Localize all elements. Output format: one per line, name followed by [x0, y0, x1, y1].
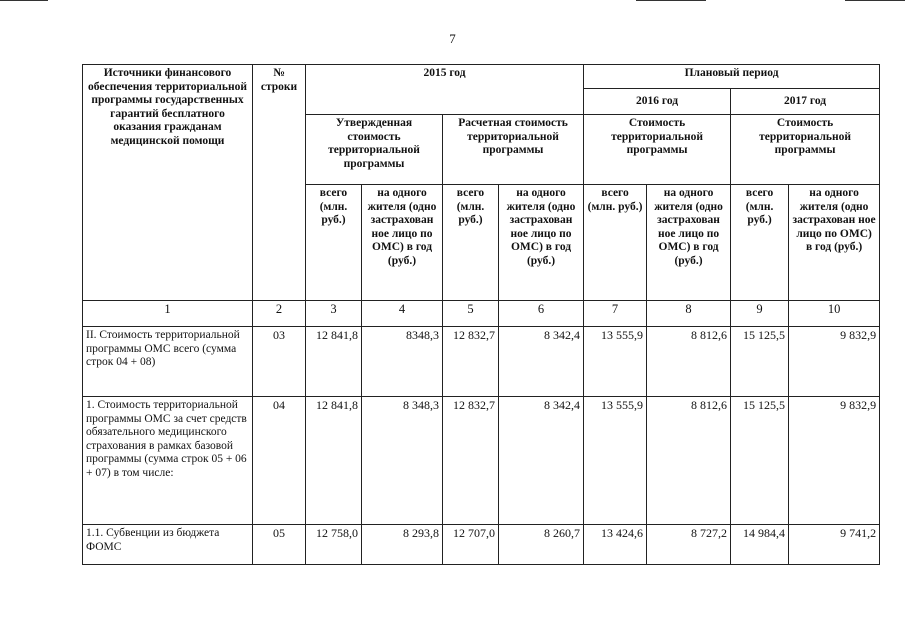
value-cell: 12 841,8	[306, 397, 362, 525]
value-cell: 9 832,9	[789, 397, 880, 525]
value-cell: 8 260,7	[499, 525, 584, 565]
row-label: 1. Стоимость территориальной программы ОМС за счет средств обязательного медицинского страхования в рамках базовой программы (сумма строк 05 + 06 + 07) в том числе:	[83, 397, 253, 525]
value-cell: 12 832,7	[443, 327, 499, 397]
header-total: всего (млн. руб.)	[584, 185, 647, 301]
column-index-cell: 2	[253, 301, 306, 327]
column-index-cell: 9	[731, 301, 789, 327]
column-index-cell: 6	[499, 301, 584, 327]
column-index-cell: 10	[789, 301, 880, 327]
column-index-cell: 7	[584, 301, 647, 327]
header-approved-cost: Утвержденная стоимость территориальной программы	[306, 115, 443, 185]
header-total: всего (млн. руб.)	[731, 185, 789, 301]
table-row	[83, 525, 880, 565]
value-cell: 8 342,4	[499, 397, 584, 525]
header-year-2016: 2016 год	[584, 89, 731, 115]
value-cell: 12 707,0	[443, 525, 499, 565]
value-cell: 14 984,4	[731, 525, 789, 565]
value-cell: 15 125,5	[731, 397, 789, 525]
row-code: 03	[253, 327, 306, 397]
value-cell: 13 555,9	[584, 397, 647, 525]
value-cell: 9 741,2	[789, 525, 880, 565]
header-row-no: № строки	[253, 65, 306, 301]
column-index-cell: 4	[362, 301, 443, 327]
header-total: всего (млн. руб.)	[443, 185, 499, 301]
header-per-resident: на одного жителя (одно застрахован ное лицо по ОМС) в год (руб.)	[362, 185, 443, 301]
header-total: всего (млн. руб.)	[306, 185, 362, 301]
value-cell: 15 125,5	[731, 327, 789, 397]
scan-edge-line-left	[0, 0, 48, 1]
row-code: 05	[253, 525, 306, 565]
row-code: 04	[253, 397, 306, 525]
table-row	[83, 397, 880, 525]
value-cell: 8 727,2	[647, 525, 731, 565]
value-cell: 8 812,6	[647, 397, 731, 525]
value-cell: 13 555,9	[584, 327, 647, 397]
value-cell: 8348,3	[362, 327, 443, 397]
header-plan-period: Плановый период	[584, 65, 880, 89]
value-cell: 8 812,6	[647, 327, 731, 397]
value-cell: 8 348,3	[362, 397, 443, 525]
scan-edge-line-right	[636, 0, 706, 1]
header-cost-2017: Стоимость территориальной программы	[731, 115, 880, 185]
row-label: 1.1. Субвенции из бюджета ФОМС	[83, 525, 253, 565]
column-index-cell: 1	[83, 301, 253, 327]
column-index-cell: 8	[647, 301, 731, 327]
header-per-resident: на одного жителя (одно застрахован ное лицо по ОМС) в год (руб.)	[789, 185, 880, 301]
header-per-resident: на одного жителя (одно застрахован ное лицо по ОМС) в год (руб.)	[647, 185, 731, 301]
value-cell: 8 293,8	[362, 525, 443, 565]
column-index-cell: 3	[306, 301, 362, 327]
value-cell: 12 758,0	[306, 525, 362, 565]
header-year-2017: 2017 год	[731, 89, 880, 115]
row-label: II. Стоимость территориальной программы ОМС всего (сумма строк 04 + 08)	[83, 327, 253, 397]
value-cell: 12 841,8	[306, 327, 362, 397]
header-row-1	[83, 65, 880, 89]
header-calculated-cost: Расчетная стоимость территориальной программы	[443, 115, 584, 185]
column-index-cell: 5	[443, 301, 499, 327]
financial-table	[82, 64, 880, 565]
value-cell: 12 832,7	[443, 397, 499, 525]
scan-edge-line-far-right	[845, 0, 905, 1]
header-year-2015: 2015 год	[306, 65, 584, 115]
header-source: Источники финансового обеспечения территориальной программы государственных гарантий бесплатного оказания гражданам медицинской помощи	[83, 65, 253, 301]
table-row	[83, 327, 880, 397]
column-index-row	[83, 301, 880, 327]
value-cell: 13 424,6	[584, 525, 647, 565]
value-cell: 9 832,9	[789, 327, 880, 397]
header-per-resident: на одного жителя (одно застрахован ное лицо по ОМС) в год (руб.)	[499, 185, 584, 301]
value-cell: 8 342,4	[499, 327, 584, 397]
page-number: 7	[449, 31, 456, 46]
header-cost-2016: Стоимость территориальной программы	[584, 115, 731, 185]
